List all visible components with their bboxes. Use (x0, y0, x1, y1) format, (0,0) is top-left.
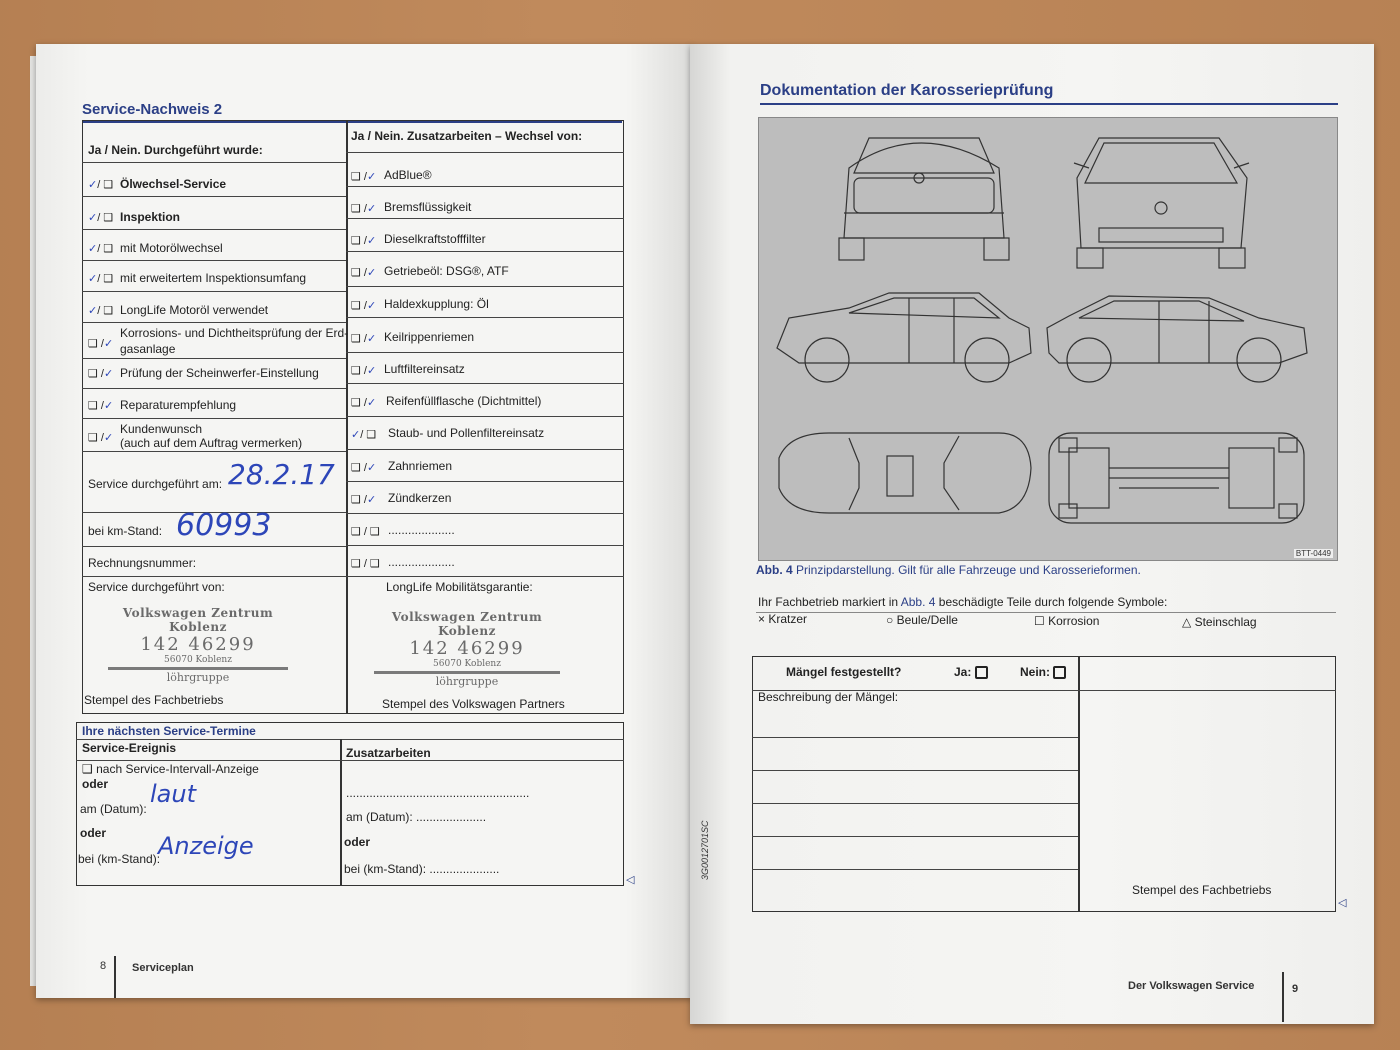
row-line (76, 760, 624, 761)
next-table-divider (340, 739, 342, 886)
row-empty-2: .................... (388, 555, 455, 569)
service-date-label: Service durchgeführt am: (88, 477, 223, 491)
header-done: Ja / Nein. Durchgeführt wurde: (88, 143, 263, 157)
symbol-stone-chip: △ Steinschlag (1182, 615, 1257, 629)
stamp-line4: löhrgruppe (108, 667, 288, 684)
check-staub[interactable]: ✓/ ❑ (351, 429, 377, 441)
check-zuendkerzen[interactable]: ❑ /✓ (351, 494, 377, 506)
continue-triangle-icon: ◁ (626, 874, 635, 886)
check-empty-1[interactable]: ❑ / ❑ (351, 526, 380, 538)
next-km-label: bei (km-Stand): (78, 852, 161, 866)
row-line (752, 737, 1078, 738)
stamp-line4: löhrgruppe (374, 671, 560, 688)
row-empty-1: .................... (388, 523, 455, 537)
left-title: Service-Nachweis 2 (82, 101, 223, 118)
yes-checkbox[interactable] (975, 666, 988, 679)
check-reparatur[interactable]: ❑ /✓ (88, 400, 114, 412)
service-table-divider (346, 120, 348, 714)
front-view-car-icon (1074, 138, 1249, 268)
row-olwechsel: Ölwechsel-Service (120, 177, 227, 191)
defects-yes[interactable] (954, 665, 988, 679)
check-motoroel[interactable]: ✓/ ❑ (88, 243, 114, 255)
defects-stamp-label: Stempel des Fachbetriebs (1132, 883, 1272, 897)
left-footer-section: Serviceplan (132, 962, 194, 974)
check-bremsfl[interactable]: ❑ /✓ (351, 203, 377, 215)
next-col1: Service-Ereignis (82, 741, 177, 755)
check-korrosion[interactable]: ❑ /✓ (88, 338, 114, 350)
row-line (82, 322, 346, 323)
row-staub: Staub- und Pollenfiltereinsatz (388, 426, 545, 440)
continue-triangle-icon-right: ◁ (1338, 897, 1347, 909)
row-line (82, 229, 346, 230)
row-adblue: AdBlue® (384, 168, 432, 182)
row-diesel: Dieselkraftstofffilter (384, 232, 486, 246)
row-line (82, 291, 346, 292)
row-line (76, 739, 624, 740)
right-footer-bar (1282, 972, 1284, 1022)
next-date-label: am (Datum): (80, 802, 147, 816)
row-line (346, 481, 624, 482)
row-korrosion-2: gasanlage (120, 342, 176, 356)
km-label: bei km-Stand: (88, 524, 163, 538)
service-date-value[interactable]: 28.2.17 (228, 458, 335, 491)
stamp-partner-label: Stempel des Volkswagen Partners (382, 697, 565, 711)
right-footer-section: Der Volkswagen Service (1128, 980, 1255, 992)
next-dots: ....................................................... (346, 786, 530, 800)
vehicle-diagram (758, 117, 1338, 561)
yes-label: Ja: (954, 665, 972, 679)
stamp-line2: 142 46299 (409, 638, 525, 659)
left-footer-bar (114, 956, 116, 998)
row-line (346, 186, 624, 187)
symbol-scratch: × Kratzer (758, 612, 808, 626)
row-motoroel: mit Motorölwechsel (120, 241, 223, 255)
row-line (82, 576, 624, 577)
row-line (346, 352, 624, 353)
check-zahnriemen[interactable]: ❑ /✓ (351, 462, 377, 474)
instruction-1: Ihr Fachbetrieb markiert in (758, 595, 899, 609)
row-line (346, 513, 624, 514)
row-zahnriemen: Zahnriemen (388, 459, 453, 473)
no-checkbox[interactable] (1053, 666, 1066, 679)
row-luftfilter: Luftfiltereinsatz (384, 362, 465, 376)
row-scheinwerfer: Prüfung der Scheinwerfer-Einstellung (120, 366, 319, 380)
instruction-2: beschädigte Teile durch folgende Symbole: (938, 595, 1168, 609)
row-line (752, 836, 1078, 837)
invoice-label: Rechnungsnummer: (88, 556, 197, 570)
row-line (346, 449, 624, 450)
row-line (82, 196, 346, 197)
dealer-stamp (108, 606, 288, 684)
partner-stamp (374, 610, 560, 688)
row-longlife: LongLife Motoröl verwendet (120, 303, 269, 317)
km-value[interactable]: 60993 (176, 508, 272, 543)
symbol-corrosion: ☐ Korrosion (1034, 614, 1100, 628)
next-oder-3: oder (344, 835, 371, 849)
row-haldex: Haldexkupplung: Öl (384, 297, 489, 311)
next-date-hand[interactable]: laut (150, 780, 196, 808)
next-col2: Zusatzarbeiten (346, 746, 431, 760)
row-line (346, 416, 624, 417)
stamp-line1: Volkswagen Zentrum Koblenz (122, 606, 274, 634)
check-getriebe[interactable]: ❑ /✓ (351, 267, 377, 279)
row-line (346, 286, 624, 287)
defects-no[interactable] (1020, 665, 1066, 679)
row-reifen: Reifenfüllflasche (Dichtmittel) (386, 394, 542, 408)
row-line (82, 162, 346, 163)
row-korrosion-1: Korrosions- und Dichtheitsprüfung der Erd- (120, 326, 349, 340)
figure-label: Abb. 4 (756, 563, 793, 577)
figure-text: Prinzipdarstellung. Gilt für alle Fahrzeuge und Karosserieformen. (796, 563, 1141, 577)
rear-view-car-icon (839, 138, 1009, 260)
performed-by-label: Service durchgeführt von: (88, 580, 225, 594)
side-view-left-car-icon (777, 293, 1031, 382)
right-page-number: 9 (1292, 983, 1299, 995)
check-olwechsel[interactable]: ✓/ ❑ (88, 179, 114, 191)
top-view-car-icon (779, 433, 1031, 513)
check-reifen[interactable]: ❑ /✓ (351, 397, 377, 409)
next-km-hand[interactable]: Anzeige (158, 832, 254, 860)
stamp-line1: Volkswagen Zentrum Koblenz (391, 610, 543, 638)
row-kundenwunsch-2: (auch auf dem Auftrag vermerken) (120, 436, 303, 450)
next-interval[interactable]: ❑ nach Service-Intervall-Anzeige (82, 762, 259, 776)
row-line (346, 152, 624, 153)
stamp-line3: 56070 Koblenz (433, 659, 501, 669)
row-line (82, 260, 346, 261)
row-line (82, 418, 346, 419)
check-erweitert[interactable]: ✓/ ❑ (88, 273, 114, 285)
longlife-label: LongLife Mobilitätsgarantie: (386, 580, 533, 594)
right-title: Dokumentation der Karosserieprüfung (760, 82, 1054, 99)
row-line (346, 251, 624, 252)
check-inspektion[interactable]: ✓/ ❑ (88, 212, 114, 224)
row-line (756, 612, 1336, 613)
vehicle-diagram-svg (759, 118, 1339, 562)
row-line (346, 545, 624, 546)
figure-caption (756, 563, 1141, 577)
check-adblue[interactable]: ❑ /✓ (351, 171, 377, 183)
instruction-ref[interactable]: Abb. 4 (900, 595, 936, 609)
check-keilrippen[interactable]: ❑ /✓ (351, 333, 377, 345)
row-getriebe: Getriebeöl: DSG®, ATF (384, 264, 509, 278)
row-kundenwunsch-1: Kundenwunsch (120, 422, 203, 436)
row-line (752, 869, 1078, 870)
header-extra: Ja / Nein. Zusatzarbeiten – Wechsel von: (351, 129, 583, 143)
check-diesel[interactable]: ❑ /✓ (351, 235, 377, 247)
row-zuendkerzen: Zündkerzen (388, 491, 452, 505)
no-label: Nein: (1020, 665, 1050, 679)
check-haldex[interactable]: ❑ /✓ (351, 300, 377, 312)
defects-divider (1078, 656, 1080, 912)
check-luftfilter[interactable]: ❑ /✓ (351, 365, 377, 377)
row-line (82, 388, 346, 389)
check-longlife[interactable]: ✓/ ❑ (88, 305, 114, 317)
stamp-line2: 142 46299 (140, 634, 256, 655)
right-title-rule (760, 103, 1338, 105)
row-inspektion: Inspektion (120, 210, 181, 224)
description-label: Beschreibung der Mängel: (758, 690, 899, 704)
next-oder-1: oder (82, 777, 109, 791)
check-scheinwerfer[interactable]: ❑ /✓ (88, 368, 114, 380)
row-line (82, 358, 346, 359)
row-keilrippen: Keilrippenriemen (384, 330, 475, 344)
next-oder-2: oder (80, 826, 107, 840)
figure-code: BTT-0449 (1295, 549, 1331, 558)
stamp-line3: 56070 Koblenz (164, 655, 232, 665)
side-code: 3G0012701SC (700, 820, 710, 880)
row-line (346, 317, 624, 318)
underbody-car-icon (1049, 433, 1304, 523)
defects-label: Mängel festgestellt? (786, 665, 902, 679)
row-line (752, 803, 1078, 804)
left-page-number: 8 (100, 960, 107, 972)
instruction-line (758, 595, 1167, 609)
row-reparatur: Reparaturempfehlung (120, 398, 237, 412)
row-erweitert: mit erweitertem Inspektionsumfang (120, 271, 307, 285)
row-line (82, 451, 346, 452)
stamp-dealer-label: Stempel des Fachbetriebs (84, 693, 224, 707)
next-date-dots: am (Datum): ..................... (346, 810, 487, 824)
symbol-dent: ○ Beule/Delle (886, 613, 958, 627)
row-bremsfl: Bremsflüssigkeit (384, 200, 472, 214)
row-line (752, 770, 1078, 771)
row-line (82, 546, 346, 547)
check-empty-2[interactable]: ❑ / ❑ (351, 558, 380, 570)
row-line (346, 383, 624, 384)
next-title: Ihre nächsten Service-Termine (82, 724, 256, 738)
next-km-dots: bei (km-Stand): ..................... (344, 862, 500, 876)
check-kundenwunsch[interactable]: ❑ /✓ (88, 432, 114, 444)
row-line (346, 218, 624, 219)
side-view-right-car-icon (1047, 296, 1307, 382)
